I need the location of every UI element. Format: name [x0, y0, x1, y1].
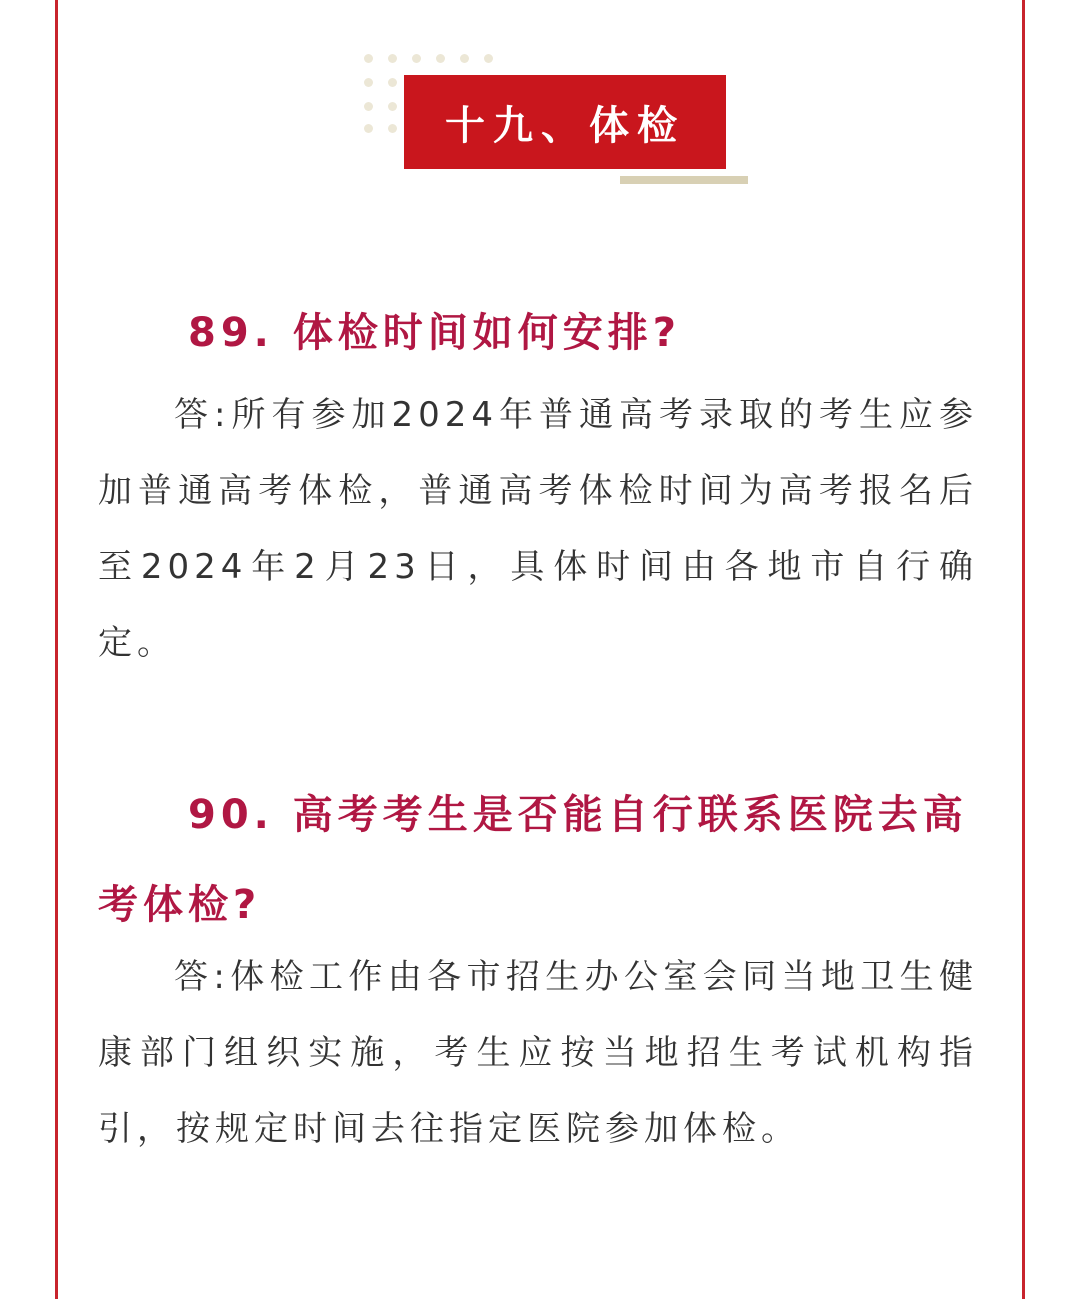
answer-89: 答:所有参加2024年普通高考录取的考生应参加普通高考体检，普通高考体检时间为高考报名后至2024年2月23日，具体时间由各地市自行确定。: [98, 395, 978, 663]
section-title: 十九、体检: [445, 102, 685, 149]
left-border-line: [55, 0, 58, 1299]
right-border-line: [1022, 0, 1025, 1299]
header-underline: [620, 176, 748, 184]
answer-90: 答:体检工作由各市招生办公室会同当地卫生健康部门组织实施，考生应按当地招生考试机构指引，按规定时间去往指定医院参加体检。: [98, 957, 978, 1149]
section-header: [404, 75, 726, 169]
question-90: 90. 高考考生是否能自行联系医院去高考体检?: [98, 792, 968, 928]
question-89: 89. 体检时间如何安排?: [188, 310, 681, 356]
